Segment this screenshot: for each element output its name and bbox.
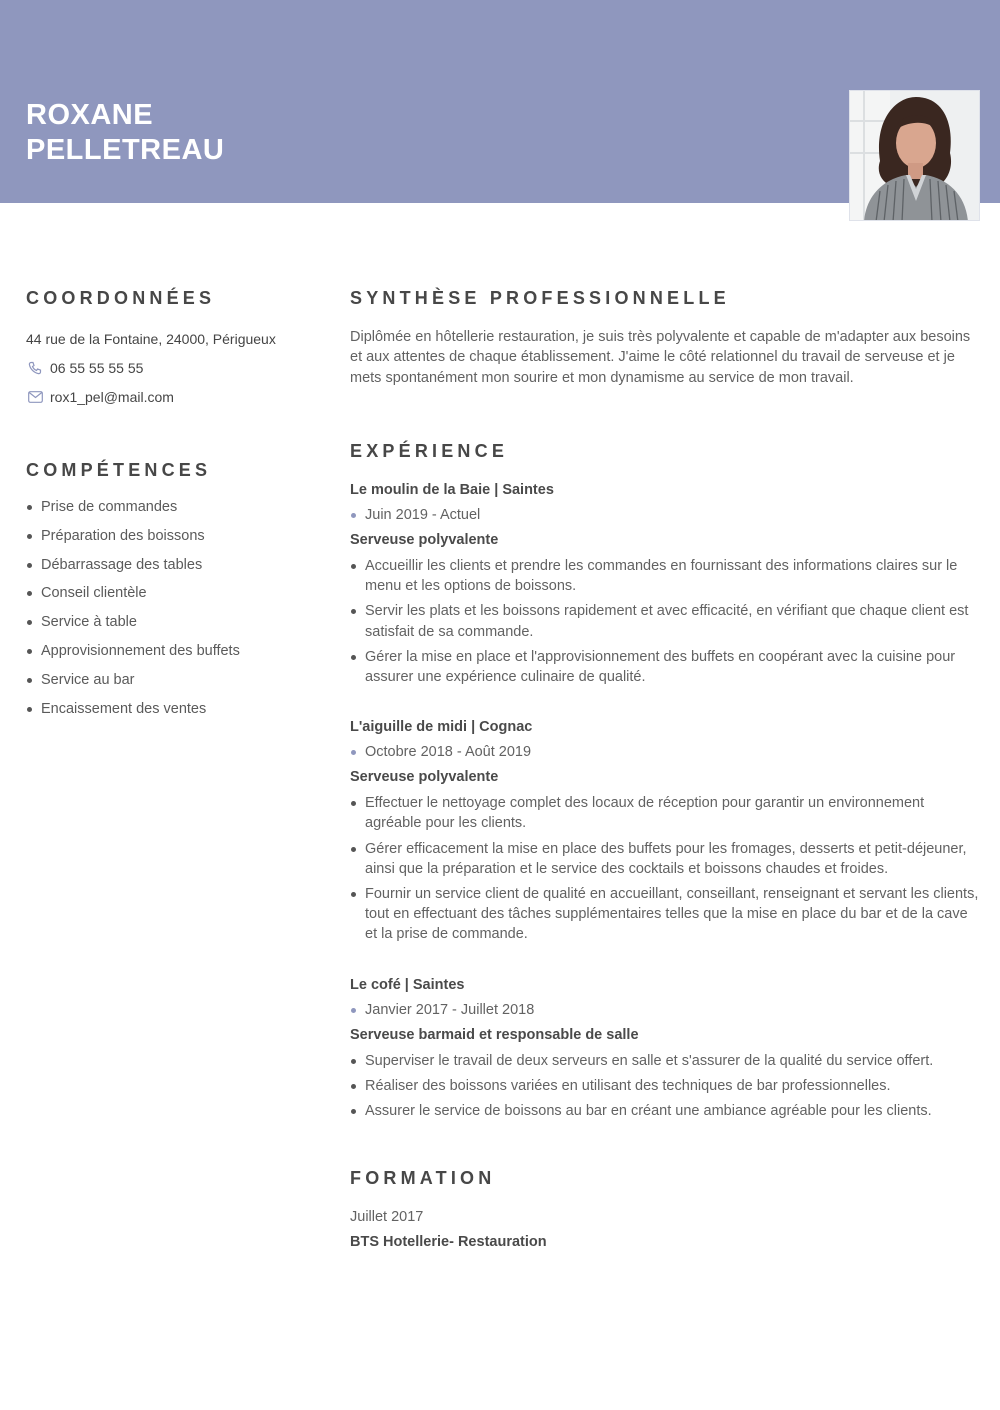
bullet-icon — [351, 750, 356, 755]
bullet-icon — [351, 801, 356, 806]
job-company: L'aiguille de midi | Cognac — [350, 719, 533, 736]
job-company: Le cofé | Saintes — [350, 976, 465, 993]
skill-item: Service au bar — [26, 670, 316, 699]
job-entry — [350, 480, 980, 687]
skills-list — [26, 497, 316, 727]
job-dates: Octobre 2018 - Août 2019 — [350, 742, 980, 762]
bullet-icon — [351, 513, 356, 518]
education-date: Juillet 2017 — [350, 1209, 424, 1226]
job-role: Serveuse polyvalente — [350, 769, 499, 786]
bullet-icon — [351, 564, 356, 569]
skill-item: Encaissement des ventes — [26, 699, 316, 728]
education-section-title: FORMATION — [350, 1168, 496, 1189]
bullet-icon — [351, 847, 356, 852]
bullet-icon — [351, 655, 356, 660]
envelope-icon — [26, 390, 44, 404]
bullet-icon — [351, 1059, 356, 1064]
task-item: Effectuer le nettoyage complet des locaux de réception pour garantir un environnement agréable pour les clients. — [350, 793, 980, 833]
bullet-icon — [27, 620, 32, 625]
bullet-icon — [27, 649, 32, 654]
task-item: Réaliser des boissons variées en utilisant des techniques de bar professionnelles. — [350, 1076, 980, 1096]
phone-number[interactable]: 06 55 55 55 55 — [50, 360, 144, 376]
bullet-icon — [351, 609, 356, 614]
experience-section-title: EXPÉRIENCE — [350, 440, 509, 461]
address: 44 rue de la Fontaine, 24000, Périgueux — [26, 331, 276, 347]
bullet-icon — [27, 678, 32, 683]
task-item: Fournir un service client de qualité en accueillant, conseillant, renseignant et servant les clients, tout en effectuant des tâches supplémentaires telles que la mise en place du bar et de la cave et la prise de commande. — [350, 884, 980, 945]
job-dates: Juin 2019 - Actuel — [350, 505, 980, 525]
bullet-icon — [27, 591, 32, 596]
skill-item: Prise de commandes — [26, 497, 316, 526]
bullet-icon — [27, 534, 32, 539]
task-item: Gérer efficacement la mise en place des buffets pour les fromages, desserts et petit-déjeuner, ainsi que la préparation et le service des cocktails et boissons chaudes et froides. — [350, 839, 980, 879]
right-column — [350, 287, 980, 1252]
contact-section — [26, 329, 316, 407]
phone-row — [26, 358, 316, 378]
portrait-image — [850, 91, 980, 221]
job-role: Serveuse polyvalente — [350, 531, 499, 548]
last-name: PELLETREAU — [26, 134, 225, 166]
phone-icon — [26, 361, 44, 375]
job-entry — [350, 975, 980, 1122]
bullet-icon — [27, 563, 32, 568]
bullet-icon — [27, 505, 32, 510]
bullet-icon — [351, 892, 356, 897]
task-item: Superviser le travail de deux serveurs en salle et s'assurer de la qualité du service offert. — [350, 1051, 980, 1071]
skill-item: Approvisionnement des buffets — [26, 641, 316, 670]
bullet-icon — [351, 1008, 356, 1013]
bullet-icon — [27, 707, 32, 712]
task-item: Accueillir les clients et prendre les commandes en fournissant des informations claires sur le menu et les options de boissons. — [350, 556, 980, 596]
skill-item: Débarrassage des tables — [26, 555, 316, 584]
skills-section-title: COMPÉTENCES — [26, 460, 212, 480]
job-tasks — [350, 1051, 980, 1122]
job-tasks — [350, 793, 980, 944]
profile-photo — [849, 90, 980, 221]
summary-text: Diplômée en hôtellerie restauration, je suis très polyvalente et capable de m'adapter aux besoins et aux attentes de chaque établissement. J'aime le côté relationnel du travail de serveuse et je mets spontanément mon sourire et mon dynamisme au service de mon travail. — [350, 329, 971, 386]
skill-item: Préparation des boissons — [26, 526, 316, 555]
task-item: Servir les plats et les boissons rapidement et avec efficacité, en vérifiant que chaque client est satisfait de sa commande. — [350, 601, 980, 641]
bullet-icon — [351, 1084, 356, 1089]
job-company: Le moulin de la Baie | Saintes — [350, 481, 554, 498]
job-role: Serveuse barmaid et responsable de salle — [350, 1026, 639, 1043]
job-entry — [350, 717, 980, 944]
education-degree: BTS Hotellerie- Restauration — [350, 1234, 547, 1251]
skill-item: Conseil clientèle — [26, 583, 316, 612]
task-item: Gérer la mise en place et l'approvisionnement des buffets en coopérant avec la cuisine pour assurer une expérience culinaire de qualité. — [350, 647, 980, 687]
first-name: ROXANE — [26, 99, 154, 131]
task-item: Assurer le service de boissons au bar en créant une ambiance agréable pour les clients. — [350, 1101, 980, 1121]
email-row — [26, 387, 316, 407]
bullet-icon — [351, 1109, 356, 1114]
contact-section-title: COORDONNÉES — [26, 288, 216, 308]
candidate-name — [26, 98, 224, 168]
job-tasks — [350, 556, 980, 687]
left-column — [26, 287, 316, 727]
skill-item: Service à table — [26, 612, 316, 641]
job-dates: Janvier 2017 - Juillet 2018 — [350, 1000, 980, 1020]
email-address[interactable]: rox1_pel@mail.com — [50, 389, 174, 405]
summary-section-title: SYNTHÈSE PROFESSIONNELLE — [350, 288, 730, 308]
